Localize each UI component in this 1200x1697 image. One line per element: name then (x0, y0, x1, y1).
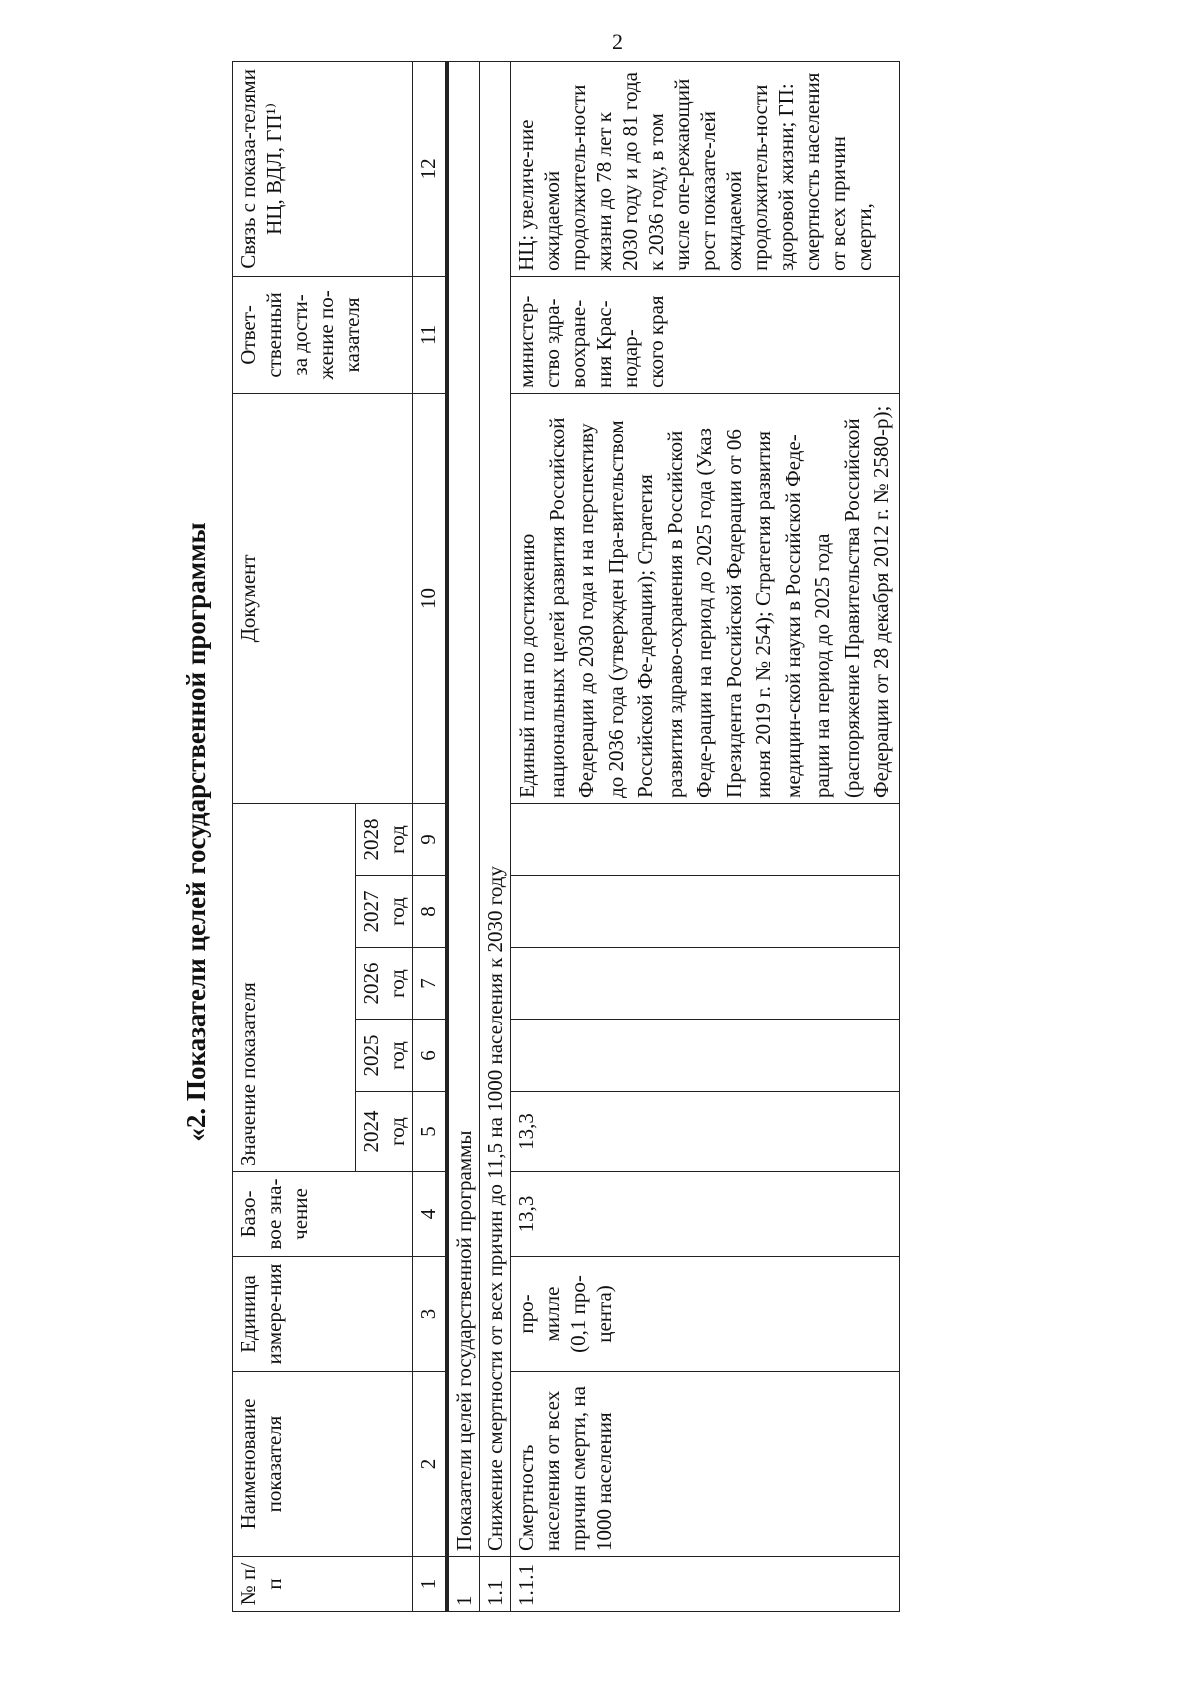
rotated-sheet (180, 52, 1080, 1612)
table-row (511, 61, 900, 1611)
header-name: Наименование показателя (233, 1372, 413, 1557)
column-number: 3 (413, 1257, 447, 1372)
header-year-2026: 2026 год (356, 948, 413, 1020)
page-title: «2. Показатели целей государственной программы (181, 522, 211, 1142)
column-number: 7 (413, 948, 447, 1020)
row-link: НЦ: увеличе-ние ожидаемой продолжитель-ности жизни до 78 лет к 2030 году и до 81 года к 2036 году, в том числе опе-режающий рост показате-лей ожидаемой продолжитель-ности здоровой жизни; ГП: смертность населения от всех причин смерти, (511, 61, 900, 276)
column-number: 10 (413, 393, 447, 803)
indicators-table (232, 61, 900, 1612)
header-link: Связь с показа-телями НЦ, ВДЛ, ГП¹⁾ (233, 61, 413, 276)
row-name: Смертность населения от всех причин смерти, на 1000 населения (511, 1372, 900, 1557)
section-num: 1 (449, 1557, 480, 1612)
column-number: 6 (413, 1020, 447, 1092)
section-title: Снижение смертности от всех причин до 11,5 на 1000 населения к 2030 году (480, 61, 511, 1556)
row-base: 13,3 (511, 1172, 900, 1257)
column-number: 8 (413, 876, 447, 948)
row-responsible: министер-ство здра-воохране-ния Крас-нодар-ского края (511, 276, 900, 393)
row-unit: про- милле (0,1 про- цента) (511, 1257, 900, 1372)
page-number: 2 (612, 29, 623, 54)
column-number: 1 (413, 1557, 447, 1612)
header-document: Документ (233, 393, 413, 803)
column-number: 11 (413, 276, 447, 393)
row-value-2028 (511, 803, 900, 875)
column-number: 9 (413, 803, 447, 875)
header-values: Значение показателя (233, 803, 356, 1171)
header-base: Базо-вое зна-чение (233, 1172, 413, 1257)
section-num: 1.1 (480, 1557, 511, 1612)
header-year-2025: 2025 год (356, 1020, 413, 1092)
header-year-2028: 2028 год (356, 803, 413, 875)
section-title: Показатели целей государственной программы (449, 61, 480, 1556)
column-number: 12 (413, 61, 447, 276)
section-row (449, 61, 480, 1611)
row-value-2025 (511, 1020, 900, 1092)
row-value-2024: 13,3 (511, 1092, 900, 1172)
column-number: 2 (413, 1372, 447, 1557)
header-unit: Единица измере-ния (233, 1257, 413, 1372)
row-value-2026 (511, 948, 900, 1020)
header-num: № п/п (233, 1557, 413, 1612)
row-value-2027 (511, 876, 900, 948)
row-num: 1.1.1 (511, 1557, 900, 1612)
column-number: 4 (413, 1172, 447, 1257)
section-row (480, 61, 511, 1611)
column-number: 5 (413, 1092, 447, 1172)
header-year-2024: 2024 год (356, 1092, 413, 1172)
header-row (233, 61, 356, 1611)
header-responsible: Ответ-ственный за дости-жение по-казателя (233, 276, 413, 393)
row-document: Единый план по достижению национальных целей развития Российской Федерации до 2030 года и на перспективу до 2036 года (утвержден Пра-вительством Российской Фе-дерации); Стратегия развития здраво-охранения в Российской Феде-рации на период до 2025 года (Указ Президента Российской Федерации от 06 июня 2019 г. № 254); Стратегия развития медицин-ской науки в Российской Феде-рации на период до 2025 года (распоряжение Правительства Российской Федерации от 28 декабря 2012 г. № 2580-р); (511, 393, 900, 803)
column-numbers-row (413, 61, 447, 1611)
header-year-2027: 2027 год (356, 876, 413, 948)
